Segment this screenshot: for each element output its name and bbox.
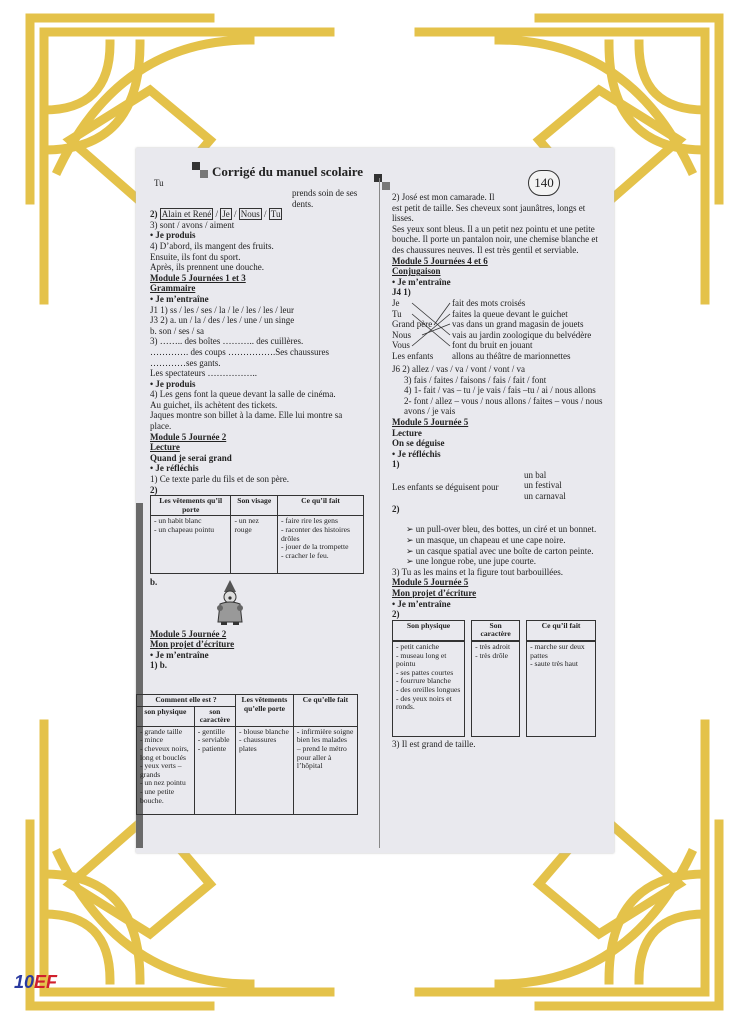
module-heading: Module 5 Journées 1 et 3: [150, 272, 246, 283]
option-list: un bal un festival un carnaval: [524, 469, 566, 502]
text-line: 2) José est mon camarade. Il: [392, 192, 495, 202]
header-square-icon: [200, 170, 208, 178]
matching-exercise: [392, 298, 608, 364]
site-logo: 10EF: [14, 972, 58, 992]
table-header: Les vêtements qu’elle porte: [236, 695, 294, 727]
header-square-icon: [382, 182, 390, 190]
list-item: ➢ un pull-over bleu, des bottes, un ciré et un bonnet.: [406, 524, 597, 535]
text-line: 4) D’abord, ils mangent des fruits.: [150, 240, 274, 251]
text-line: 3) Tu as les mains et la figure tout barbouillées.: [392, 566, 563, 577]
table-header: son physique: [137, 706, 195, 726]
section-heading: Mon projet d’écriture: [392, 588, 477, 599]
text-line: Après, ils prennent une douche.: [150, 262, 264, 273]
text-line: 2) Alain et René / Je / Nous / Tu: [150, 209, 281, 220]
text-line: 3) …….. des boîtes ……….. des cuillères.: [150, 336, 304, 347]
text-line: J3 2) a. un / la / des / les / une / un singe: [150, 315, 295, 326]
page-header-title: Corrigé du manuel scolaire: [212, 164, 364, 179]
section-heading: • Je produis: [150, 230, 196, 241]
table-header: son caractère: [194, 706, 235, 726]
table-cell: - petit caniche - museau long et pointu - ses pattes courtes - fourrure blanche - des oreilles longues - des yeux noirs et ronds.: [392, 641, 465, 737]
list-item: ➢ une longue robe, une jupe courte.: [406, 556, 537, 567]
text-line: 2): [392, 503, 400, 514]
text-line: 1): [392, 459, 400, 470]
table-cell: - blouse blanche - chaussures plates: [236, 726, 294, 814]
module-heading: Module 5 Journée 5: [392, 577, 469, 588]
text-line: est petit de taille. Ses cheveux sont jaunâtres, longs et lisses.: [392, 202, 586, 224]
table-header: Son physique: [392, 620, 465, 641]
match-left-list: Je Tu Grand père Nous Vous Les enfants: [392, 297, 434, 361]
text-line: Ensuite, ils font du sport.: [150, 251, 241, 262]
table-header: Comment elle est ?: [137, 695, 236, 707]
table-cell: - faire rire les gens - raconter des histoires drôles - jouer de la trompette - cracher le feu.: [278, 516, 364, 574]
list-item: ➢ un casque spatial avec une boîte de carton peinte.: [406, 545, 594, 556]
section-heading: • Je produis: [150, 378, 196, 389]
text-line: Les enfants se déguisent pour: [392, 481, 499, 492]
text-line: …………. des coups …………….Ses chaussures: [150, 346, 329, 357]
section-heading: • Je réfléchis: [392, 448, 441, 459]
table-cell: - grande taille - mince - cheveux noirs, long et bouclés - yeux verts – grands - un nez pointu - une petite bouche.: [137, 726, 195, 814]
section-heading: • Je m’entraîne: [392, 276, 451, 287]
column-divider: [379, 178, 380, 848]
table-header: Ce qu’il fait: [278, 496, 364, 516]
section-heading: • Je m’entraîne: [392, 598, 451, 609]
table-cell: - marche sur deux pattes - saute très haut: [526, 641, 596, 737]
table-header: Ce qu’elle fait: [293, 695, 357, 727]
table-header: Ce qu’il fait: [526, 620, 596, 641]
table-cell: - infirmière soigne bien les malades – prend le métro pour aller à l’hôpital: [293, 726, 357, 814]
text-line: Jaques montre son billet à la dame. Elle lui montre sa place.: [150, 410, 343, 432]
header-square-icon: [192, 162, 200, 170]
text-line: b.: [150, 577, 158, 588]
section-heading: Lecture: [392, 427, 422, 438]
text-line: 2): [150, 484, 158, 495]
nurse-table: [136, 694, 358, 815]
section-heading: Grammaire: [150, 283, 196, 294]
text-line: 3) fais / faites / faisons / fais / fait / font: [404, 374, 547, 385]
disguise-exercise: [392, 470, 608, 504]
text-line: Ses yeux sont bleus. Il a un petit nez pointu et une petite bouche. Il porte un pantalon noir, une chemise blanche et des chaussures neuves. Il est très gentil et serviable.: [392, 223, 598, 255]
dog-table: [386, 620, 602, 737]
text-line: 4) 1- fait / vas – tu / je vais / fais –tu / ai / nous allons: [404, 385, 596, 396]
module-heading: Module 5 Journée 5: [392, 416, 469, 427]
match-arrows: [410, 298, 454, 362]
text-line: J6 2) allez / vas / va / vont / vont / va: [392, 363, 525, 374]
section-heading: Lecture: [150, 442, 180, 453]
list-item: ➢ un masque, un chapeau et une cape noire.: [406, 535, 566, 546]
text-line: prends soin de ses dents.: [292, 188, 358, 209]
text-line: Les spectateurs ……………..: [150, 368, 257, 379]
section-heading: • Je réfléchis: [150, 463, 199, 474]
table-header: Son visage: [231, 496, 278, 516]
scanned-page: [136, 148, 614, 853]
text-line: 2- font / allez – vous / nous allons / faites – vous / nous avons / je vais: [404, 395, 603, 417]
section-heading: On se déguise: [392, 438, 445, 449]
section-heading: • Je m’entraîne: [150, 293, 209, 304]
text-line: J1 1) ss / les / ses / la / le / les / les / leur: [150, 304, 294, 315]
table-cell: - très adroit - très drôle: [471, 641, 520, 737]
header-square-icon: [374, 174, 382, 182]
clown-table: [150, 495, 364, 574]
table-header: Les vêtements qu’il porte: [151, 496, 231, 516]
left-column: [150, 188, 364, 671]
text-line: J4 1): [392, 287, 411, 298]
text-line: 3) sont / avons / aiment: [150, 219, 235, 230]
text-line: Au guichet, ils achètent des tickets.: [150, 399, 278, 410]
text-line: 2): [392, 609, 400, 620]
text-line: 1) Ce texte parle du fils et de son père.: [150, 474, 289, 485]
clown-illustration-icon: [210, 578, 250, 626]
page-number: 140: [528, 170, 560, 196]
text-line: 4) Les gens font la queue devant la salle de cinéma.: [150, 389, 336, 400]
section-heading: Mon projet d’écriture: [150, 639, 235, 650]
text-line: …………ses gants.: [150, 357, 221, 368]
table-header: Son caractère: [471, 620, 520, 641]
bullet-list: [392, 524, 608, 566]
header-tu: Tu: [154, 178, 164, 188]
table-cell: - un nez rouge: [231, 516, 278, 574]
match-right-list: fait des mots croisés faites la queue devant le guichet vas dans un grand magasin de jouets vais au jardin zoologique du belvédère font du bruit en jouant allons au théâtre de marionnettes: [452, 297, 592, 361]
module-heading: Module 5 Journées 4 et 6: [392, 255, 488, 266]
section-heading: • Je m’entraîne: [150, 649, 209, 660]
module-heading: Module 5 Journée 2: [150, 628, 227, 639]
module-heading: Module 5 Journée 2: [150, 431, 227, 442]
text-line: b. son / ses / sa: [150, 325, 204, 336]
table-cell: - gentille - serviable - patiente: [194, 726, 235, 814]
section-heading: Conjugaison: [392, 266, 441, 277]
text-line: 1) b.: [150, 660, 168, 671]
text-line: 3) Il est grand de taille.: [392, 739, 476, 749]
section-heading: Quand je serai grand: [150, 452, 232, 463]
right-column: [392, 192, 608, 750]
table-cell: - un habit blanc - un chapeau pointu: [151, 516, 231, 574]
